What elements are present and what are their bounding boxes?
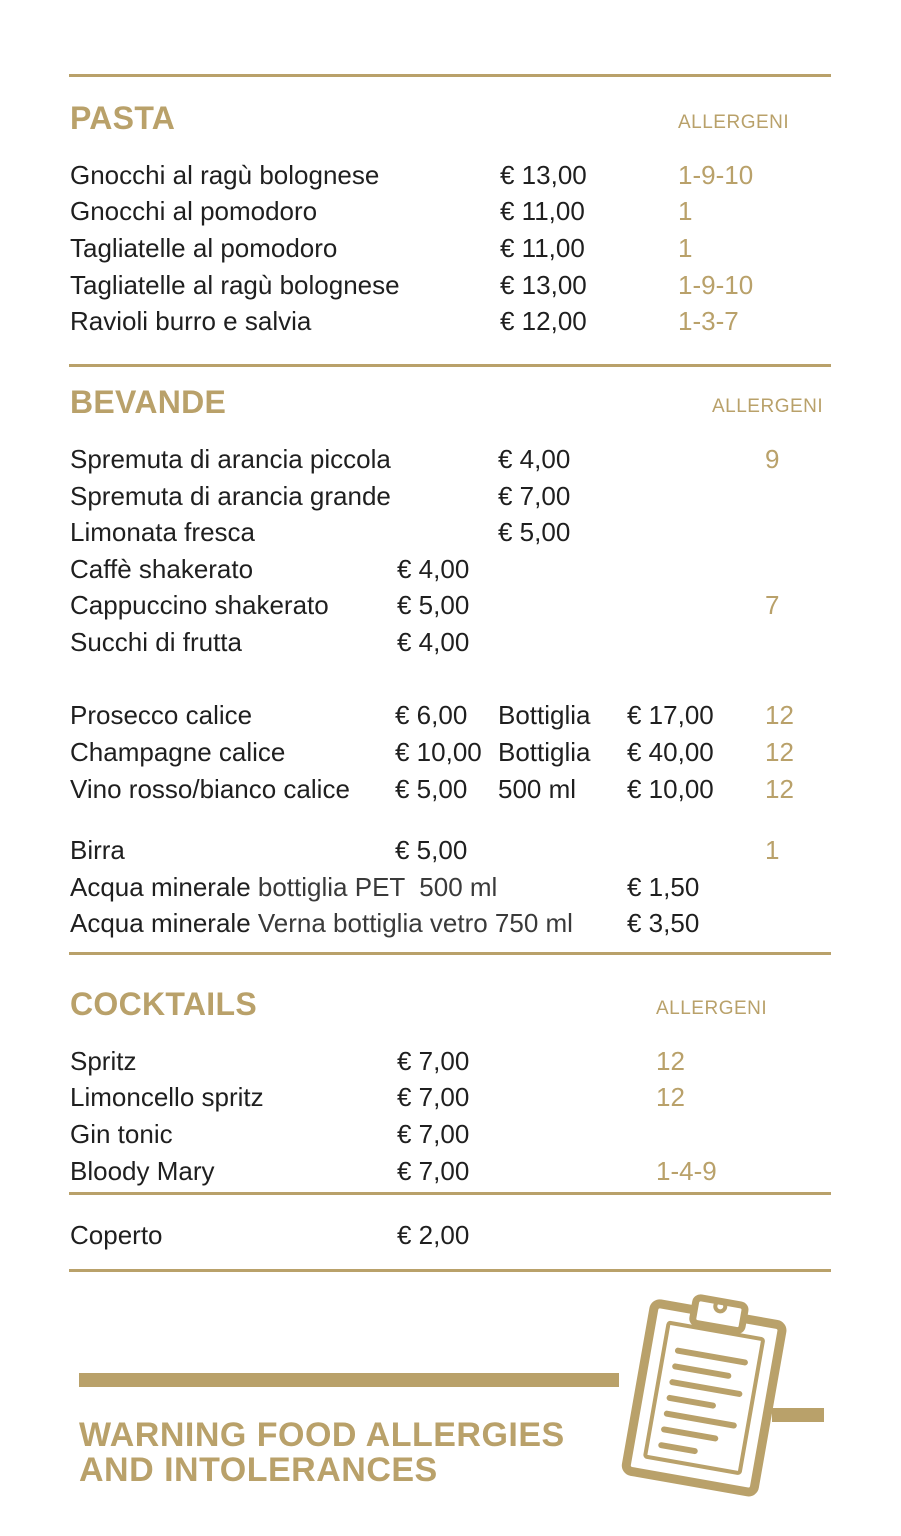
water-item-detail: bottiglia PET 500 ml <box>257 872 498 902</box>
bevande-item-price: € 5,00 <box>498 517 571 547</box>
cocktail-item-price: € 7,00 <box>397 1046 470 1076</box>
wine-item-size-price: € 10,00 <box>627 774 714 804</box>
cocktail-item-allergens: 1-4-9 <box>656 1156 717 1186</box>
warning-bar-left <box>79 1373 619 1387</box>
cocktail-item-name: Gin tonic <box>70 1119 173 1149</box>
bevande-item-name: Spremuta di arancia piccola <box>70 444 391 474</box>
pasta-item-name: Ravioli burro e salvia <box>70 306 312 336</box>
wine-item-allergens: 12 <box>765 737 794 767</box>
wine-item-price: € 10,00 <box>395 737 482 767</box>
bottom-divider <box>69 1269 831 1272</box>
cocktail-item-name: Limoncello spritz <box>70 1082 264 1112</box>
water-item-detail: Verna bottiglia vetro 750 ml <box>257 908 573 938</box>
bevande-item-allergens: 7 <box>765 590 780 620</box>
bevande-item-name: Succhi di frutta <box>70 627 242 657</box>
wine-item-allergens: 12 <box>765 700 794 730</box>
wine-item-size-price: € 17,00 <box>627 700 714 730</box>
bevande-divider <box>69 364 831 367</box>
coperto-divider <box>69 1192 831 1195</box>
bevande-item-allergens: 9 <box>765 444 780 474</box>
pasta-item-name: Gnocchi al pomodoro <box>70 196 318 226</box>
cocktails-allergen-header: ALLERGENI <box>656 998 768 1019</box>
bevande-item-name: Limonata fresca <box>70 517 255 547</box>
warning-line-2: AND INTOLERANCES <box>79 1451 438 1489</box>
wine-item-size: Bottiglia <box>498 700 591 730</box>
top-divider <box>69 74 831 77</box>
pasta-item-price: € 12,00 <box>500 306 587 336</box>
bevande-item-name: Caffè shakerato <box>70 554 254 584</box>
pasta-item-allergens: 1-9-10 <box>678 160 754 190</box>
pasta-item-name: Gnocchi al ragù bolognese <box>70 160 380 190</box>
wine-item-name: Champagne calice <box>70 737 286 767</box>
warning-line-1: WARNING FOOD ALLERGIES <box>79 1416 565 1454</box>
pasta-item-allergens: 1 <box>678 233 693 263</box>
cocktail-item-name: Bloody Mary <box>70 1156 215 1186</box>
bevande-item-price: € 4,00 <box>397 554 470 584</box>
water-item <box>70 908 573 938</box>
pasta-item-name: Tagliatelle al ragù bolognese <box>70 270 400 300</box>
wine-item-price: € 6,00 <box>395 700 468 730</box>
coperto-name: Coperto <box>70 1220 163 1250</box>
pasta-item-price: € 11,00 <box>500 196 585 226</box>
pasta-item-price: € 13,00 <box>500 270 587 300</box>
bevande-allergen-header: ALLERGENI <box>712 396 824 417</box>
birra-allergens: 1 <box>765 835 780 865</box>
water-item-name: Acqua minerale <box>70 872 251 902</box>
cocktail-item-price: € 7,00 <box>397 1119 470 1149</box>
wine-item-size: Bottiglia <box>498 737 591 767</box>
pasta-item-allergens: 1-3-7 <box>678 306 739 336</box>
bevande-item-price: € 5,00 <box>397 590 470 620</box>
pasta-allergen-header: ALLERGENI <box>678 112 790 133</box>
birra-name: Birra <box>70 835 125 865</box>
birra-price: € 5,00 <box>395 835 468 865</box>
bevande-title: BEVANDE <box>70 384 227 420</box>
wine-item-name: Vino rosso/bianco calice <box>70 774 350 804</box>
cocktail-item-price: € 7,00 <box>397 1156 470 1186</box>
cocktails-divider <box>69 952 831 955</box>
clipboard-icon <box>605 1288 805 1498</box>
cocktail-item-price: € 7,00 <box>397 1082 470 1112</box>
water-item-price: € 1,50 <box>627 872 700 902</box>
cocktail-item-allergens: 12 <box>656 1082 685 1112</box>
water-item-name: Acqua minerale <box>70 908 251 938</box>
pasta-item-price: € 11,00 <box>500 233 585 263</box>
pasta-title: PASTA <box>70 100 176 136</box>
wine-item-size-price: € 40,00 <box>627 737 714 767</box>
wine-item-allergens: 12 <box>765 774 794 804</box>
pasta-item-price: € 13,00 <box>500 160 587 190</box>
wine-item-size: 500 ml <box>498 774 577 804</box>
water-item <box>70 872 497 902</box>
pasta-item-allergens: 1-9-10 <box>678 270 754 300</box>
bevande-item-name: Spremuta di arancia grande <box>70 481 391 511</box>
coperto-price: € 2,00 <box>397 1220 470 1250</box>
wine-item-price: € 5,00 <box>395 774 468 804</box>
cocktail-item-name: Spritz <box>70 1046 137 1076</box>
bevande-item-price: € 4,00 <box>397 627 470 657</box>
cocktails-title: COCKTAILS <box>70 986 257 1022</box>
wine-item-name: Prosecco calice <box>70 700 253 730</box>
bevande-item-price: € 4,00 <box>498 444 571 474</box>
pasta-item-allergens: 1 <box>678 196 693 226</box>
water-item-price: € 3,50 <box>627 908 700 938</box>
bevande-item-name: Cappuccino shakerato <box>70 590 329 620</box>
bevande-item-price: € 7,00 <box>498 481 571 511</box>
cocktail-item-allergens: 12 <box>656 1046 685 1076</box>
pasta-item-name: Tagliatelle al pomodoro <box>70 233 338 263</box>
